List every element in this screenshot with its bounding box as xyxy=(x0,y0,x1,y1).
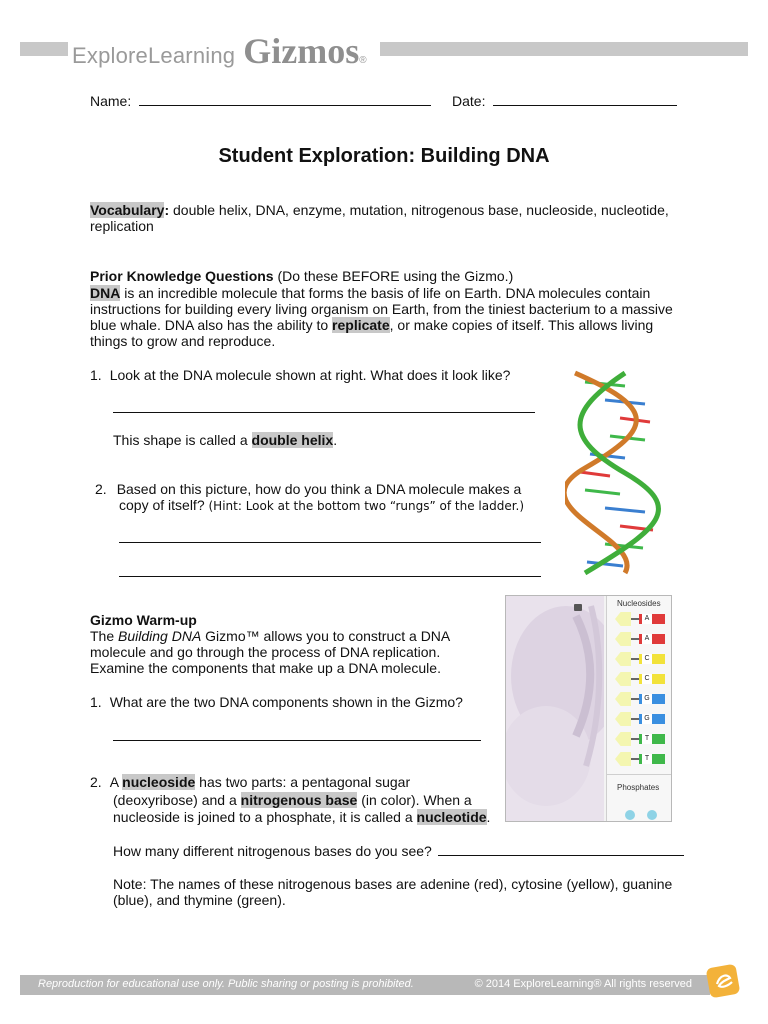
bond-line xyxy=(631,758,639,760)
panel-divider xyxy=(607,774,672,775)
prior-line-3 xyxy=(90,317,653,333)
double-helix-sentence xyxy=(113,432,337,448)
answer-line[interactable] xyxy=(119,576,541,577)
cell-background-art xyxy=(506,596,604,821)
base-letter: A xyxy=(642,614,652,624)
prior-line-2: instructions for building every living organism on Earth, from the tiniest bacterium to a massive xyxy=(90,301,673,317)
warmup-question-2 xyxy=(90,774,410,790)
sugar-pentagon-icon xyxy=(615,692,631,706)
note-line-2: (blue), and thymine (green). xyxy=(113,892,286,908)
gizmo-canvas xyxy=(506,596,604,821)
warmup-line-3: Examine the components that make up a DNA molecule. xyxy=(90,660,441,676)
bond-line xyxy=(631,618,639,620)
prior-heading-note: (Do these BEFORE using the Gizmo.) xyxy=(273,268,514,284)
prior-heading: Prior Knowledge Questions xyxy=(90,268,274,284)
dna-rungs xyxy=(580,382,653,566)
question-text: copy of itself? xyxy=(119,497,209,513)
dna-term: DNA xyxy=(90,285,121,301)
name-label: Name: xyxy=(90,93,132,109)
phosphate-icon[interactable] xyxy=(647,810,657,820)
page-title: Student Exploration: Building DNA xyxy=(218,145,550,167)
explorelearning-logo-icon xyxy=(706,962,742,998)
warmup-line-1 xyxy=(90,628,450,644)
warmup-heading-text: Gizmo Warm-up xyxy=(90,612,197,628)
nucleoside-item[interactable] xyxy=(615,712,665,726)
base-letter: T xyxy=(642,754,652,764)
bond-line xyxy=(631,718,639,720)
hint-text: (Hint: Look at the bottom two “rungs” of the ladder.) xyxy=(208,499,525,513)
date-label: Date: xyxy=(452,93,486,109)
sugar-pentagon-icon xyxy=(615,652,631,666)
nucleoside-term: nucleoside xyxy=(122,774,196,790)
nucleotide-term: nucleotide xyxy=(416,809,487,825)
sugar-pentagon-icon xyxy=(615,732,631,746)
bond-line xyxy=(631,658,639,660)
prior-text-1: is an incredible molecule that forms the basis of life on Earth. DNA molecules contain xyxy=(120,285,651,301)
question-text: What are the two DNA components shown in the Gizmo? xyxy=(109,694,463,710)
nucleosides-label: Nucleosides xyxy=(617,599,661,608)
replicate-term: replicate xyxy=(332,317,390,333)
vocabulary-line-1 xyxy=(90,202,669,218)
prior-text-3b: , or make copies of itself. This allows living xyxy=(389,317,654,333)
shape-text-a: This shape is called a xyxy=(113,432,252,448)
question-text: Look at the DNA molecule shown at right. What does it look like? xyxy=(109,367,511,383)
base-letter: G xyxy=(642,694,652,704)
question-number: 2. xyxy=(95,481,107,497)
question-text: How many different nitrogenous bases do you see? xyxy=(113,843,432,859)
brand-registered: ® xyxy=(359,55,367,66)
bond-line xyxy=(631,738,639,740)
base-letter: A xyxy=(642,634,652,644)
base-letter: C xyxy=(642,674,652,684)
vocabulary-label: Vocabulary xyxy=(90,202,165,218)
vocabulary-line-2: replication xyxy=(90,218,154,234)
brand-explore: ExploreLearning xyxy=(72,43,236,68)
brand-logo xyxy=(72,30,367,70)
name-blank[interactable] xyxy=(139,93,431,106)
answer-blank[interactable] xyxy=(438,843,684,856)
nucleoside-item[interactable] xyxy=(615,692,665,706)
question-number: 1. xyxy=(90,367,102,383)
base-letter: G xyxy=(642,714,652,724)
footer-copyright: © 2014 ExploreLearning® All rights reserved xyxy=(474,978,692,990)
vocabulary-terms: double helix, DNA, enzyme, mutation, nitrogenous base, nucleoside, nucleotide, xyxy=(169,202,669,218)
name-row xyxy=(90,93,431,109)
brand-gizmos: Gizmos xyxy=(243,31,360,71)
double-helix-term: double helix xyxy=(251,432,334,448)
bond-line xyxy=(631,698,639,700)
question-text: (in color). When a xyxy=(357,792,472,808)
gizmo-nucleoside-panel xyxy=(606,596,672,821)
question-text: has two parts: a pentagonal sugar xyxy=(195,774,411,790)
question-text: Based on this picture, how do you think a DNA molecule makes a xyxy=(116,481,522,497)
gizmo-screenshot xyxy=(505,595,672,822)
warmup-question-2-line-2 xyxy=(113,792,472,808)
prior-line-1 xyxy=(90,285,650,301)
prior-question-2-line-2 xyxy=(119,497,524,514)
answer-line[interactable] xyxy=(113,740,481,741)
nucleoside-item[interactable] xyxy=(615,612,665,626)
question-text: nucleoside is joined to a phosphate, it is called a xyxy=(113,809,417,825)
bases-question xyxy=(113,843,684,859)
warmup-heading xyxy=(90,612,197,628)
sugar-pentagon-icon xyxy=(615,752,631,766)
footer-notice: Reproduction for educational use only. Public sharing or posting is prohibited. xyxy=(38,978,414,990)
question-text: A xyxy=(109,774,123,790)
nucleoside-item[interactable] xyxy=(615,732,665,746)
vocabulary-colon: : xyxy=(164,202,170,218)
base-letter: C xyxy=(642,654,652,664)
warmup-text-a: The xyxy=(90,628,119,644)
dna-double-helix-image xyxy=(565,368,665,578)
question-number: 2. xyxy=(90,774,102,790)
bond-line xyxy=(631,678,639,680)
nucleoside-item[interactable] xyxy=(615,632,665,646)
phosphate-icon[interactable] xyxy=(625,810,635,820)
question-number: 1. xyxy=(90,694,102,710)
nucleoside-item[interactable] xyxy=(615,672,665,686)
date-row xyxy=(452,93,677,109)
answer-line[interactable] xyxy=(113,412,535,413)
warmup-question-1 xyxy=(90,694,463,710)
phosphates-label: Phosphates xyxy=(617,783,660,792)
gizmo-name: Building DNA xyxy=(118,628,202,644)
answer-line[interactable] xyxy=(119,542,541,543)
prior-heading-row xyxy=(90,268,513,284)
warmup-text-b: Gizmo™ allows you to construct a DNA xyxy=(201,628,451,644)
warmup-question-2-line-3 xyxy=(113,809,490,825)
warmup-line-2: molecule and go through the process of DNA replication. xyxy=(90,644,441,660)
sugar-pentagon-icon xyxy=(615,672,631,686)
sugar-pentagon-icon xyxy=(615,712,631,726)
base-letter: T xyxy=(642,734,652,744)
nitrogenous-base-term: nitrogenous base xyxy=(240,792,358,808)
shape-text-b: . xyxy=(333,432,338,448)
header-bar-right xyxy=(380,42,748,56)
prior-line-4: things to grow and reproduce. xyxy=(90,333,276,349)
date-blank[interactable] xyxy=(493,93,677,106)
prior-text-3a: blue whale. DNA also has the ability to xyxy=(90,317,333,333)
note-line-1: Note: The names of these nitrogenous bases are adenine (red), cytosine (yellow), guanine xyxy=(113,876,673,892)
header-bar-left xyxy=(20,42,68,56)
footer-bar xyxy=(20,975,710,995)
prior-question-1 xyxy=(90,367,510,383)
prior-question-2 xyxy=(95,481,521,497)
sugar-pentagon-icon xyxy=(615,612,631,626)
question-text: . xyxy=(486,809,491,825)
nucleoside-item[interactable] xyxy=(615,752,665,766)
nucleoside-item[interactable] xyxy=(615,652,665,666)
bond-line xyxy=(631,638,639,640)
question-text: (deoxyribose) and a xyxy=(113,792,241,808)
sugar-pentagon-icon xyxy=(615,632,631,646)
